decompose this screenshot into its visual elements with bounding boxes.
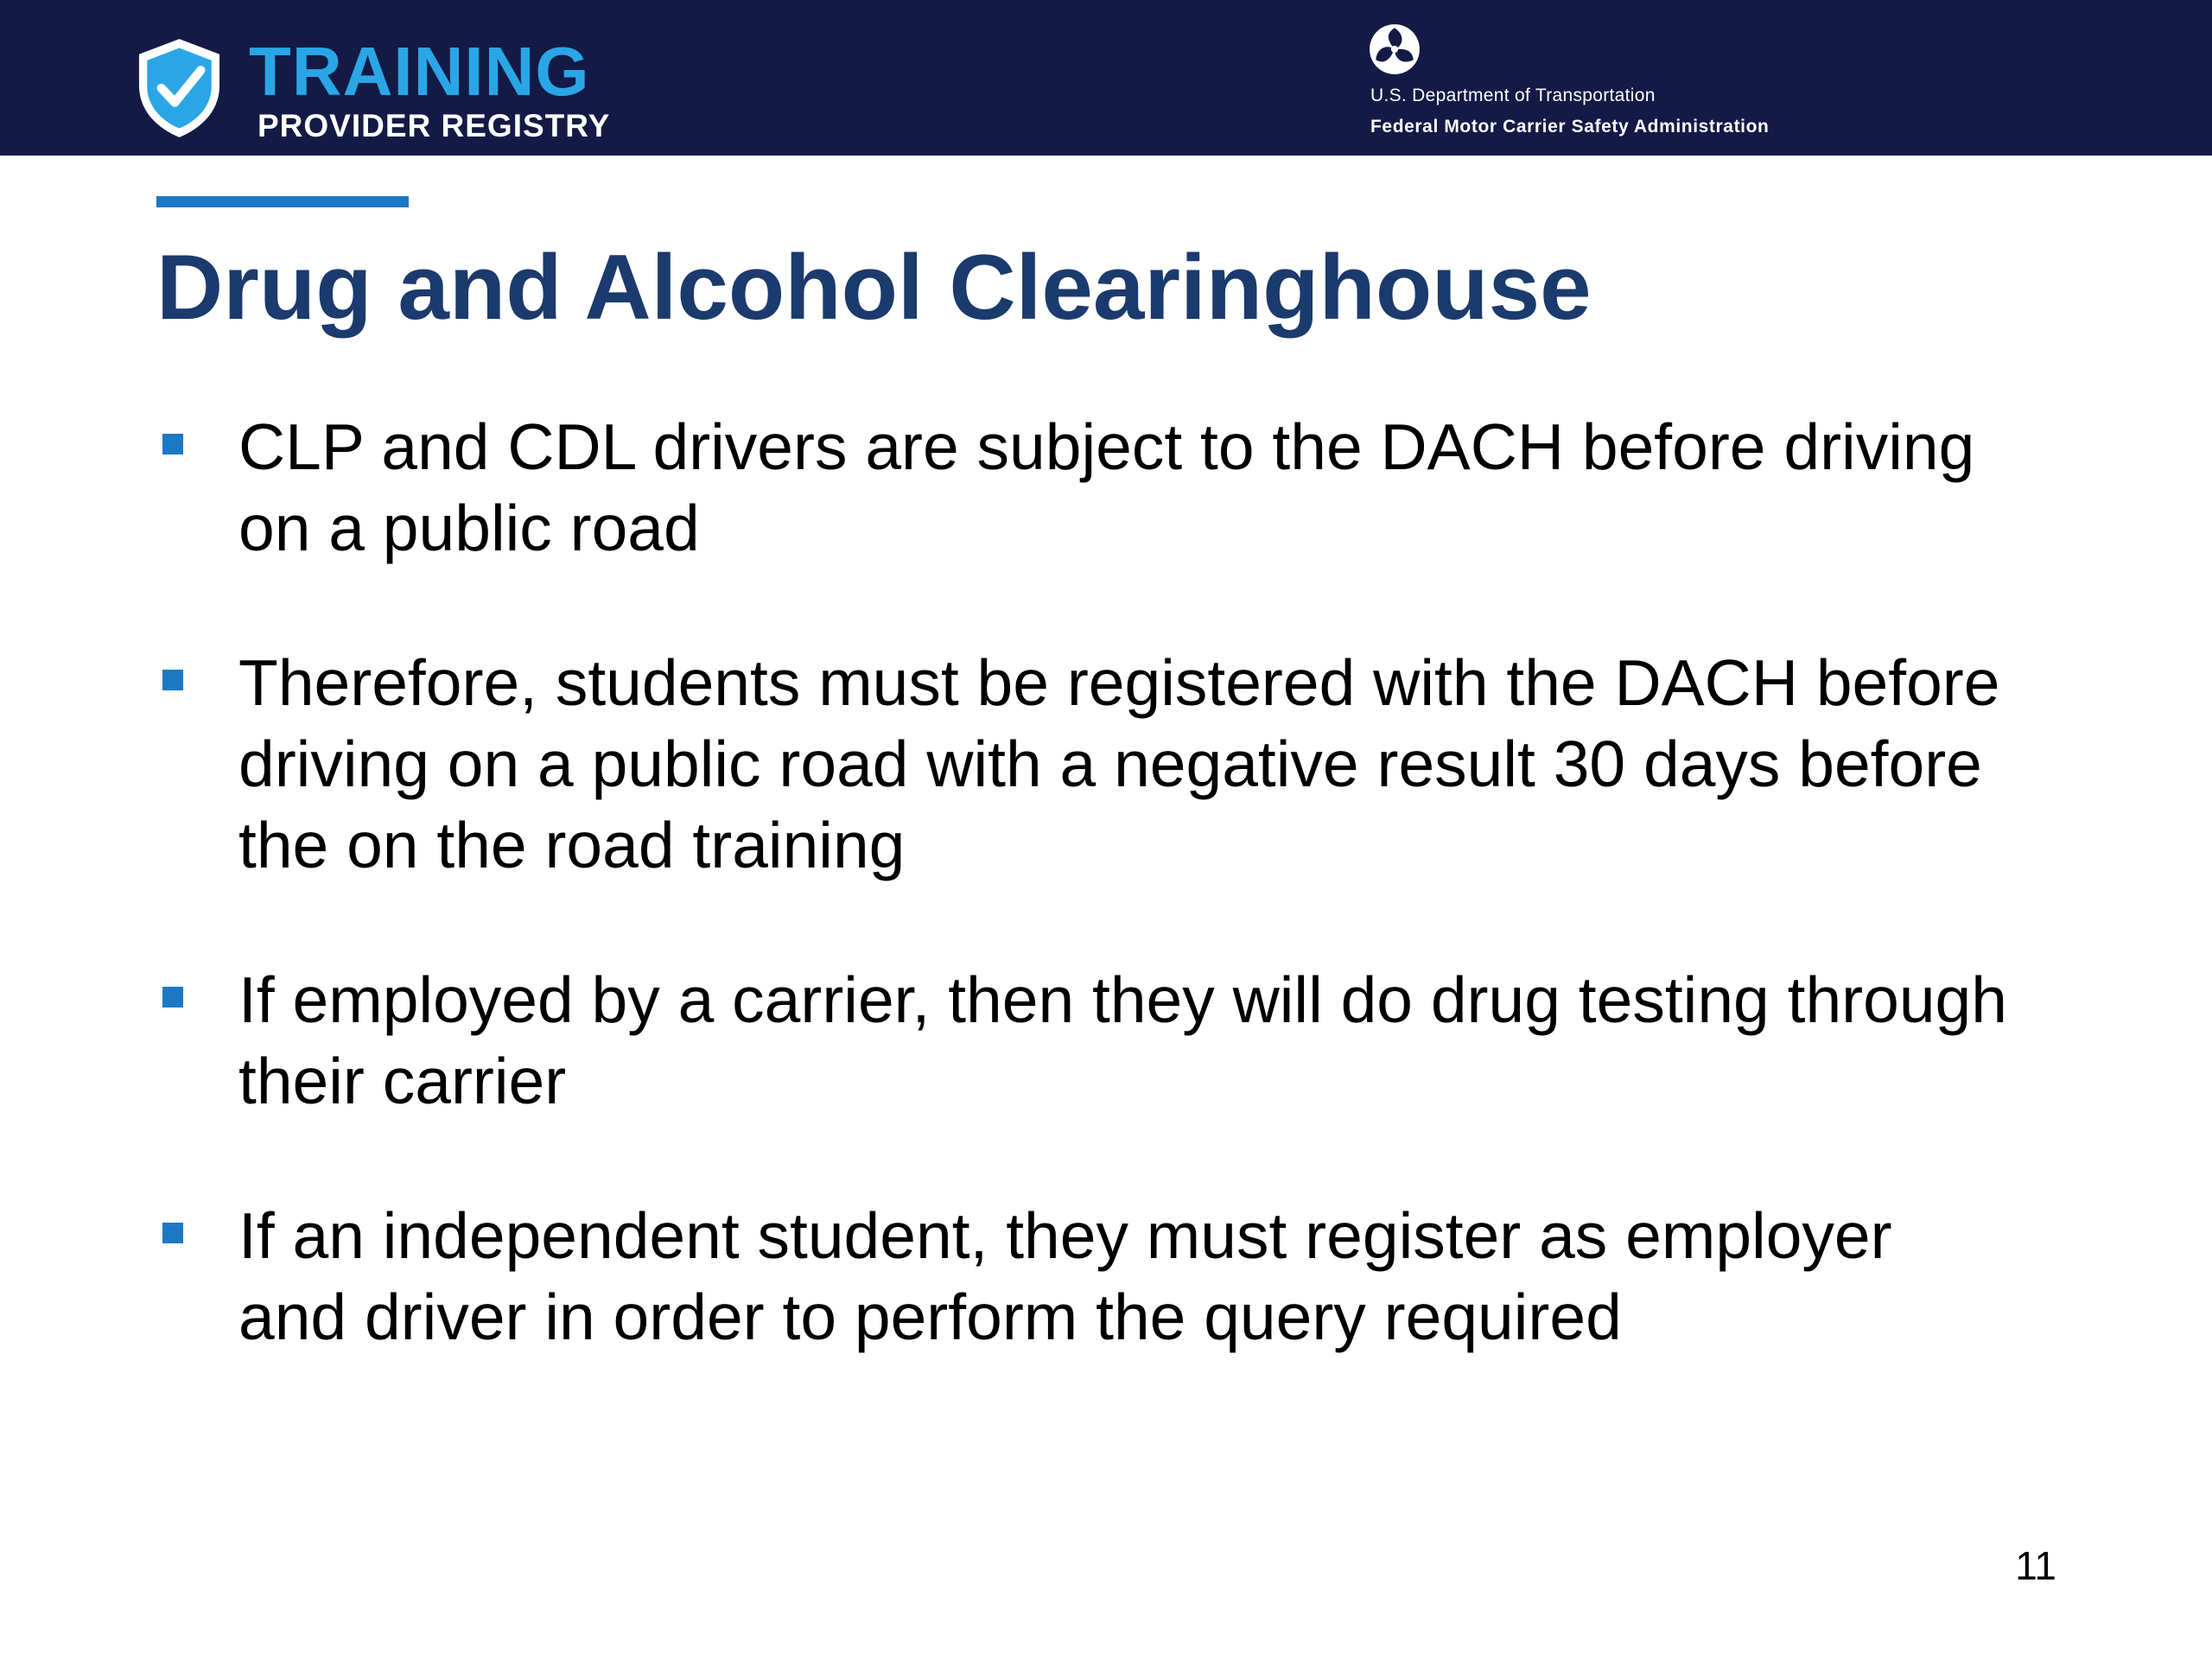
square-bullet-icon	[162, 987, 183, 1007]
square-bullet-icon	[162, 1223, 183, 1243]
bullet-list	[159, 406, 2017, 1357]
slide-title: Drug and Alcohol Clearinghouse	[156, 235, 1592, 339]
logo-subtitle: PROVIDER REGISTRY	[257, 108, 611, 143]
bullet-text: If an independent student, they must register as employer and driver in order to perform the query required	[238, 1199, 1892, 1353]
square-bullet-icon	[162, 434, 183, 454]
department-name: U.S. Department of Transportation	[1370, 86, 1656, 105]
bullet-text: CLP and CDL drivers are subject to the DACH before driving on a public road	[238, 410, 1975, 564]
bullet-text: Therefore, students must be registered with the DACH before driving on a public road with a negative result 30 days before the on the road training	[238, 646, 2000, 881]
agency-name: Federal Motor Carrier Safety Administration	[1370, 117, 1770, 137]
bullet-item	[159, 959, 2017, 1122]
slide-header	[0, 0, 2212, 156]
bullet-item	[159, 1195, 2017, 1357]
square-bullet-icon	[162, 670, 183, 690]
shield-check-icon	[134, 36, 225, 140]
bullet-item	[159, 406, 2017, 569]
title-accent-rule	[156, 196, 409, 207]
bullet-text: If employed by a carrier, then they will do drug testing through their carrier	[238, 963, 2007, 1117]
usdot-triskelion-icon	[1368, 22, 1421, 76]
page-number: 11	[2015, 1543, 2056, 1588]
logo-title: TRAINING	[249, 33, 590, 110]
bullet-item	[159, 642, 2017, 886]
